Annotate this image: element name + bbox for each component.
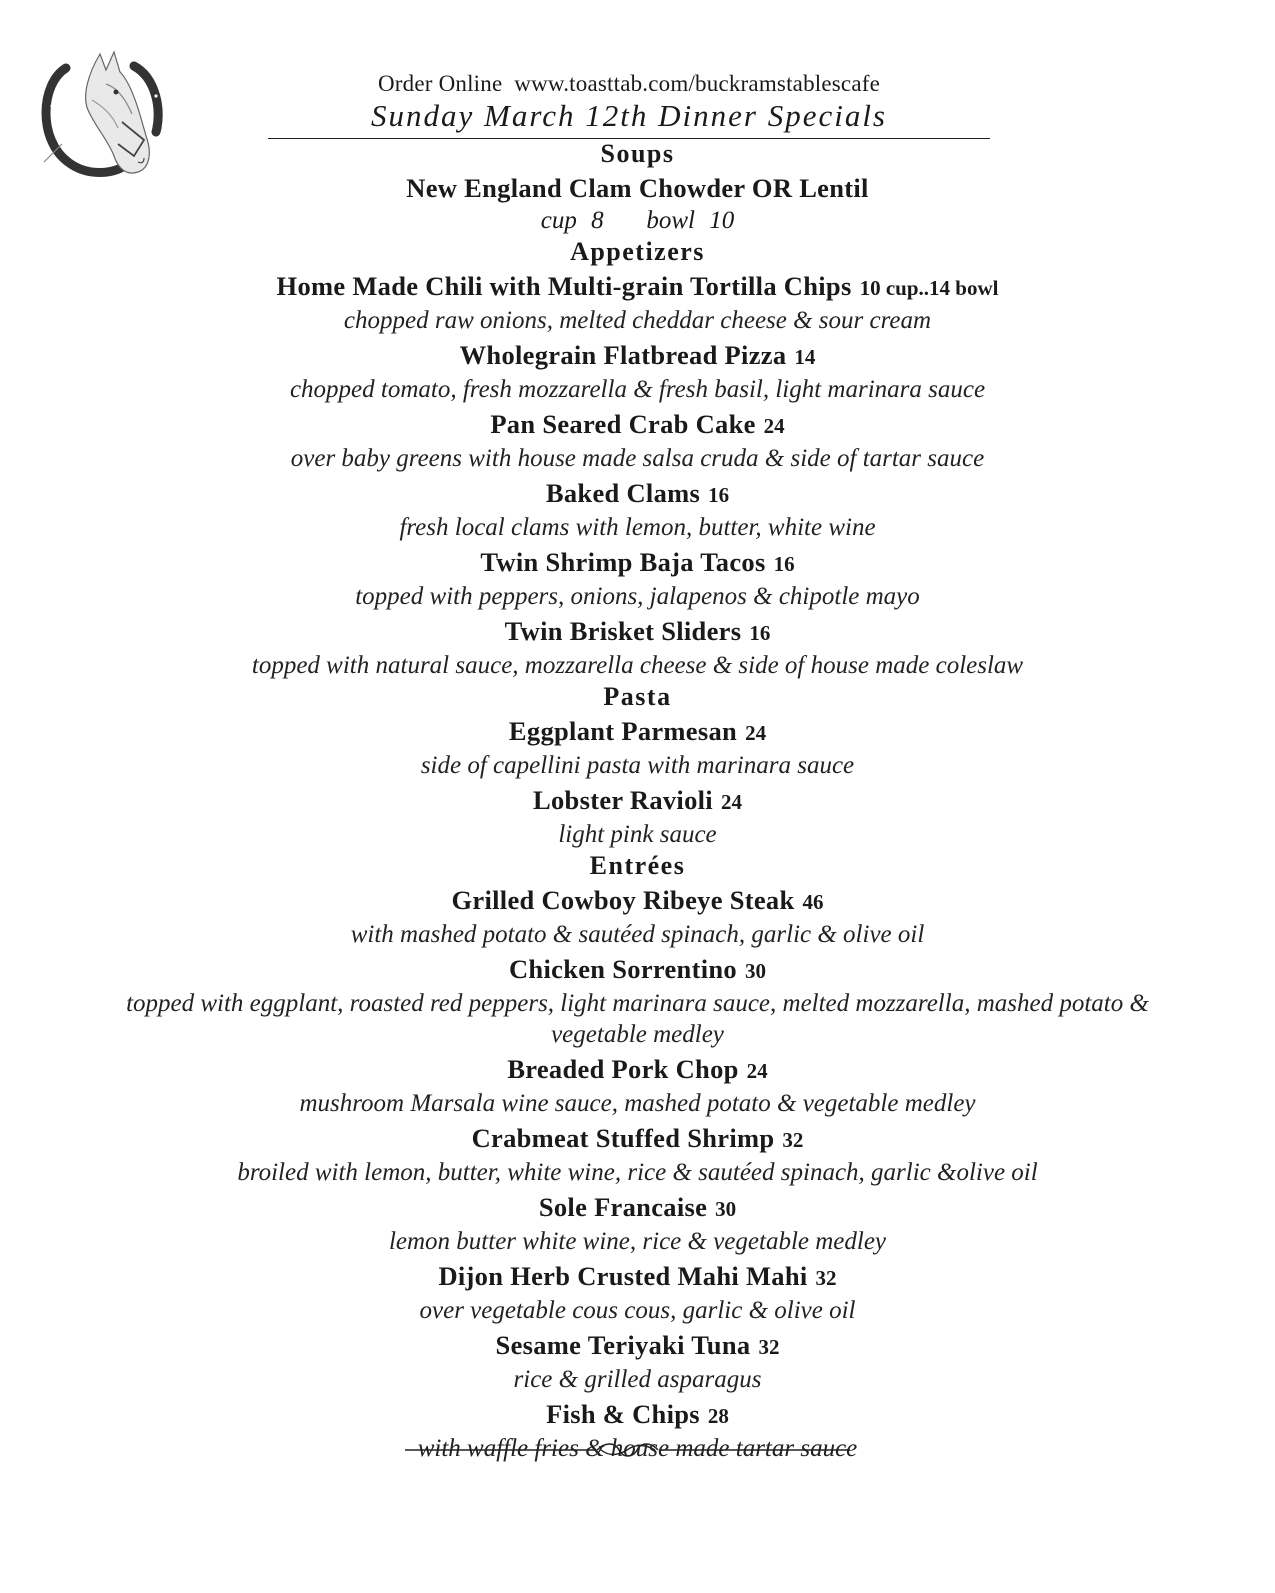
- menu-item-price: 30: [715, 1197, 737, 1221]
- menu-item-title: Twin Brisket Sliders: [504, 616, 742, 646]
- menu-item-description: topped with natural sauce, mozzarella cheese & side of house made coleslaw: [251, 652, 1024, 679]
- menu-item-price: 24: [763, 414, 785, 438]
- menu-body: [120, 138, 1155, 1464]
- menu-item-title: Twin Shrimp Baja Tacos: [480, 547, 766, 577]
- menu-item-price: 32: [815, 1266, 837, 1290]
- appetizers-list: [120, 269, 1155, 681]
- menu-item-name: [120, 952, 1155, 988]
- menu-item-name: [120, 783, 1155, 819]
- menu-item-name: [120, 1121, 1155, 1157]
- menu-item-title: Eggplant Parmesan: [508, 716, 738, 746]
- menu-item-name: [120, 883, 1155, 919]
- menu-item-description: chopped tomato, fresh mozzarella & fresh basil, light marinara sauce: [289, 376, 986, 403]
- entrees-list: [120, 883, 1155, 1464]
- menu-item-name: [120, 1190, 1155, 1226]
- section-heading-appetizers: Appetizers: [570, 237, 705, 266]
- menu-item-price: 28: [707, 1404, 729, 1428]
- menu-item-price: 32: [782, 1128, 804, 1152]
- menu-item-description: lemon butter white wine, rice & vegetable medley: [388, 1228, 887, 1255]
- menu-item-price: 46: [802, 890, 824, 914]
- menu-item-price: 24: [720, 790, 742, 814]
- menu-item-description: broiled with lemon, butter, white wine, rice & sautéed spinach, garlic &olive oil: [237, 1159, 1038, 1186]
- menu-item-title: Crabmeat Stuffed Shrimp: [471, 1123, 775, 1153]
- menu-item-description: with mashed potato & sautéed spinach, garlic & olive oil: [350, 921, 925, 948]
- menu-item-name: [120, 338, 1155, 374]
- menu-item-name: [120, 614, 1155, 650]
- menu-item-name: New England Clam Chowder OR Lentil: [406, 173, 869, 203]
- menu-item-title: Chicken Sorrentino: [509, 954, 737, 984]
- menu-item-price: 32: [758, 1335, 780, 1359]
- section-heading-pasta: Pasta: [603, 682, 672, 711]
- menu-item-description: rice & grilled asparagus: [513, 1366, 762, 1393]
- menu-item-name: [120, 1259, 1155, 1295]
- section-heading-soups: Soups: [600, 139, 675, 168]
- menu-item-title: Home Made Chili with Multi-grain Tortilla Chips: [276, 271, 852, 301]
- menu-item-price: 24: [746, 1059, 768, 1083]
- menu-item-description: with waffle fries & house made tartar sauce: [417, 1435, 858, 1462]
- menu-item-name: [120, 1397, 1155, 1433]
- menu-item-description: mushroom Marsala wine sauce, mashed potato & vegetable medley: [299, 1090, 976, 1117]
- order-online-text: Order Online www.toasttab.com/buckramstablescafe: [378, 71, 880, 96]
- menu-item-prices: cup 8 bowl 10: [540, 207, 735, 234]
- menu-header: [268, 70, 990, 134]
- menu-item-name: [120, 1052, 1155, 1088]
- menu-item-title: Baked Clams: [545, 478, 701, 508]
- menu-item-title: Pan Seared Crab Cake: [490, 409, 756, 439]
- menu-item-description: fresh local clams with lemon, butter, white wine: [399, 514, 876, 541]
- menu-item-price: 24: [745, 721, 767, 745]
- flourish-divider-icon: [405, 1438, 850, 1462]
- menu-item-name: [120, 1328, 1155, 1364]
- menu-item-description: light pink sauce: [558, 821, 717, 848]
- menu-item-price: 30: [744, 959, 766, 983]
- menu-item-title: Grilled Cowboy Ribeye Steak: [451, 885, 795, 915]
- menu-item-title: Dijon Herb Crusted Mahi Mahi: [438, 1261, 808, 1291]
- menu-item-description: over baby greens with house made salsa cruda & side of tartar sauce: [290, 445, 985, 472]
- menu-item-price: 16: [708, 483, 730, 507]
- menu-item-name: [120, 714, 1155, 750]
- pasta-list: [120, 714, 1155, 850]
- menu-item-description: chopped raw onions, melted cheddar cheese & sour cream: [343, 307, 932, 334]
- page-title: Sunday March 12th Dinner Specials: [371, 98, 887, 133]
- section-heading-entrees: Entrées: [589, 851, 686, 880]
- menu-item-name: [120, 269, 1155, 305]
- menu-item-title: Breaded Pork Chop: [507, 1054, 739, 1084]
- menu-item-price: 10 cup..14 bowl: [859, 276, 999, 300]
- menu-item-title: Wholegrain Flatbread Pizza: [459, 340, 787, 370]
- menu-item-description: topped with eggplant, roasted red peppers, light marinara sauce, melted mozzarella, mashed potato & vegetable medley: [126, 990, 1149, 1048]
- menu-item-price: 14: [794, 345, 816, 369]
- menu-item-title: Sole Francaise: [538, 1192, 708, 1222]
- menu-item-description: side of capellini pasta with marinara sauce: [420, 752, 855, 779]
- menu-item-name: [120, 545, 1155, 581]
- menu-item-description: topped with peppers, onions, jalapenos & chipotle mayo: [355, 583, 920, 610]
- menu-item-price: 16: [749, 621, 771, 645]
- menu-item-description: over vegetable cous cous, garlic & olive oil: [419, 1297, 856, 1324]
- menu-item-price: 16: [773, 552, 795, 576]
- menu-item-name: [120, 476, 1155, 512]
- menu-item-title: Sesame Teriyaki Tuna: [495, 1330, 751, 1360]
- menu-item-title: Fish & Chips: [546, 1399, 700, 1429]
- menu-item-name: [120, 407, 1155, 443]
- menu-item-title: Lobster Ravioli: [533, 785, 713, 815]
